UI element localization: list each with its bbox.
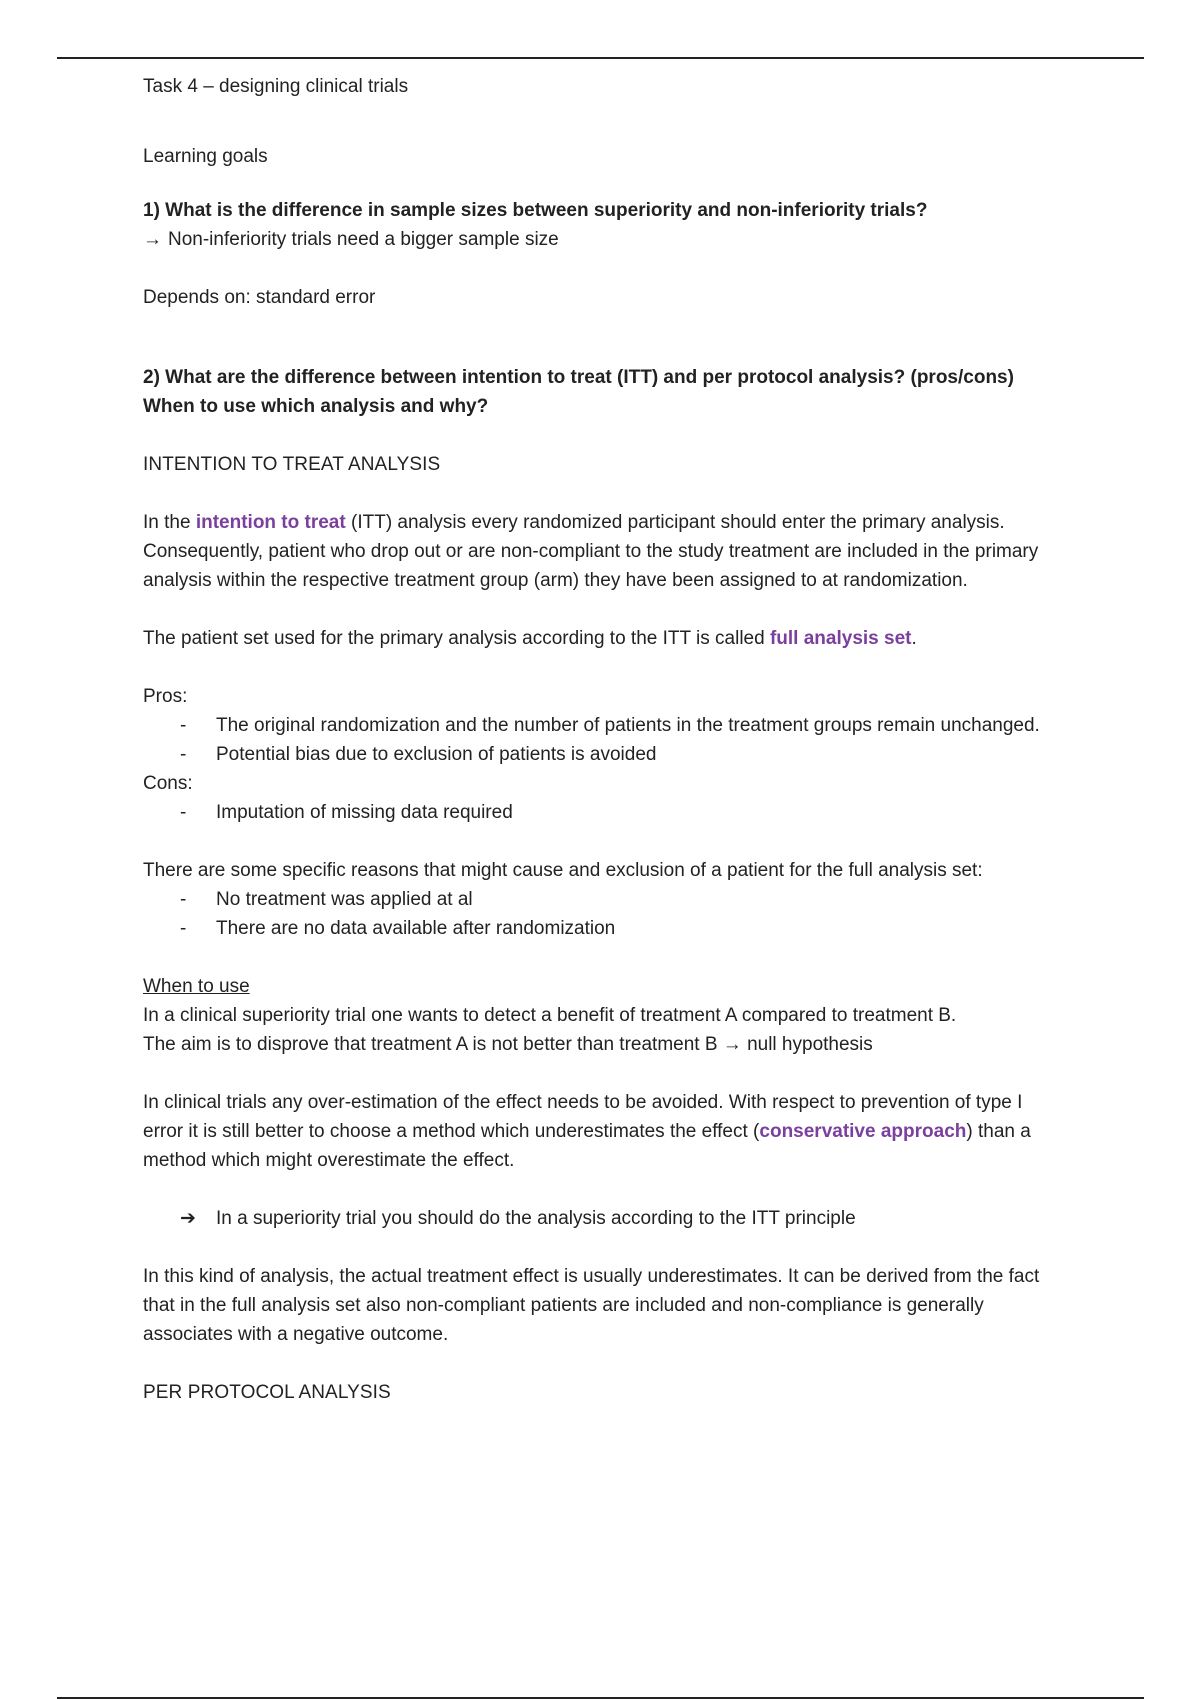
full-analysis-set-link[interactable]: full analysis set <box>769 628 912 649</box>
pros-label: Pros: <box>143 686 188 707</box>
exclusion-intro: There are some specific reasons that might cause and exclusion of a patient for the full analysis set: <box>143 860 983 881</box>
right-arrow-icon: → <box>143 229 162 250</box>
answer-text: Non-inferiority trials need a bigger sample size <box>168 229 559 250</box>
dash-bullet: - <box>180 744 187 765</box>
itt-para1-pre: In the <box>143 512 196 533</box>
bold-arrow-icon: ➔ <box>180 1208 196 1229</box>
dash-bullet: - <box>180 802 187 823</box>
itt-heading: INTENTION TO TREAT ANALYSIS <box>143 454 441 475</box>
list-item <box>143 740 1063 769</box>
pros-list <box>143 711 1063 769</box>
list-item <box>143 711 1063 740</box>
exclusion-item-text: No treatment was applied at al <box>216 889 473 910</box>
exclusion-list <box>143 885 1063 943</box>
cons-list <box>143 798 1063 827</box>
pros-item-text: Potential bias due to exclusion of patients is avoided <box>216 744 657 765</box>
list-item <box>143 885 1063 914</box>
pros-item-text: The original randomization and the number of patients in the treatment groups remain unchanged. <box>216 715 1040 736</box>
when-to-use-line-1: In a clinical superiority trial one wants to detect a benefit of treatment A compared to treatment B. <box>143 1005 957 1026</box>
question-1-answer <box>143 225 1063 254</box>
question-2-line-1: 2) What are the difference between intention to treat (ITT) and per protocol analysis? (pros/cons) <box>143 367 1014 388</box>
over-post: ) than a method which might overestimate the effect. <box>143 1121 1031 1171</box>
top-rule <box>57 57 1144 59</box>
conclusion-item <box>143 1204 1063 1233</box>
itt-para1-post: (ITT) analysis every randomized participant should enter the primary analysis. Consequently, patient who drop out or are non-compliant to the study treatment are included in the primary analysis within the respective treatment group (arm) they have been assigned to at randomization. <box>143 512 1039 591</box>
fas-para-pre: The patient set used for the primary analysis according to the ITT is called <box>143 628 770 649</box>
itt-definition-paragraph <box>143 508 1063 595</box>
underestimation-paragraph: In this kind of analysis, the actual treatment effect is usually underestimates. It can be derived from the fact that in the full analysis set also non-compliant patients are included and non-compliance is generally associates with a negative outcome. <box>143 1266 1040 1345</box>
learning-goals-heading: Learning goals <box>143 146 268 167</box>
dash-bullet: - <box>180 889 187 910</box>
question-2-line-2: When to use which analysis and why? <box>143 396 489 417</box>
list-item <box>143 914 1063 943</box>
question-1: 1) What is the difference in sample sizes between superiority and non-inferiority trials? <box>143 200 928 221</box>
itt-term-link[interactable]: intention to treat <box>195 512 346 533</box>
dash-bullet: - <box>180 918 187 939</box>
bottom-rule <box>57 1697 1144 1699</box>
task-title: Task 4 – designing clinical trials <box>143 76 409 97</box>
list-item <box>143 798 1063 827</box>
fas-para-post: . <box>911 628 917 649</box>
full-analysis-set-paragraph <box>143 624 1063 653</box>
right-arrow-icon: → <box>722 1034 742 1055</box>
overestimation-paragraph <box>143 1088 1063 1175</box>
when-line2-post: null hypothesis <box>741 1034 873 1055</box>
cons-label: Cons: <box>143 773 193 794</box>
exclusion-item-text: There are no data available after randomization <box>216 918 616 939</box>
document-page <box>143 72 1063 1407</box>
conservative-approach-link[interactable]: conservative approach <box>759 1121 967 1142</box>
conclusion-text: In a superiority trial you should do the analysis according to the ITT principle <box>216 1208 856 1229</box>
when-line2-pre: The aim is to disprove that treatment A is not better than treatment B <box>143 1034 723 1055</box>
cons-item-text: Imputation of missing data required <box>216 802 513 823</box>
when-to-use-line-2 <box>143 1030 1063 1059</box>
when-to-use-heading: When to use <box>143 976 250 997</box>
over-pre: In clinical trials any over-estimation of the effect needs to be avoided. With respect to prevention of type I error it is still better to choose a method which underestimates the effect ( <box>143 1092 1023 1142</box>
dash-bullet: - <box>180 715 187 736</box>
depends-on-text: Depends on: standard error <box>143 287 376 308</box>
per-protocol-heading: PER PROTOCOL ANALYSIS <box>143 1382 391 1403</box>
